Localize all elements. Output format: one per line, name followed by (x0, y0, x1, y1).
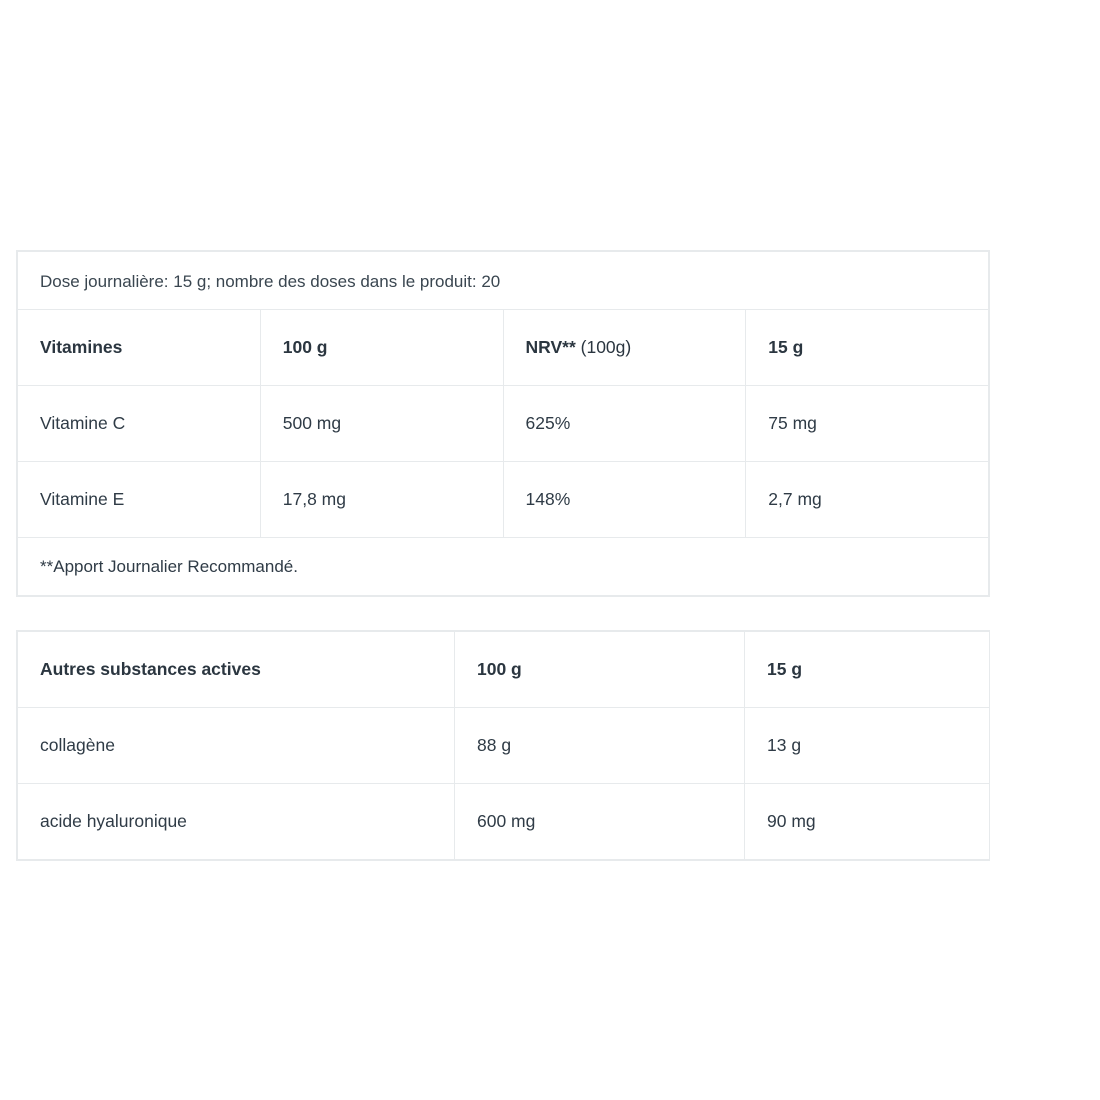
substances-header-row (18, 632, 990, 708)
nrv-sublabel: (100g) (575, 337, 632, 357)
vitamins-header-per-15g: 15 g (746, 310, 989, 386)
vitamins-header-name: Vitamines (18, 310, 261, 386)
row-per-15g: 13 g (745, 708, 990, 784)
substances-header-per-15g: 15 g (745, 632, 990, 708)
vitamins-table (17, 251, 989, 596)
vitamins-header-per-100g: 100 g (260, 310, 503, 386)
row-nrv: 148% (503, 462, 746, 538)
serving-info-text: Dose journalière: 15 g; nombre des doses dans le produit: 20 (18, 252, 989, 310)
row-per-100g: 500 mg (260, 386, 503, 462)
row-substance-name: acide hyaluronique (18, 784, 455, 860)
row-substance-name: collagène (18, 708, 455, 784)
row-nrv: 625% (503, 386, 746, 462)
row-nutrient-name: Vitamine C (18, 386, 261, 462)
substances-header-name: Autres substances actives (18, 632, 455, 708)
row-per-15g: 75 mg (746, 386, 989, 462)
table-row (18, 386, 989, 462)
vitamins-header-row (18, 310, 989, 386)
vitamins-header-nrv (503, 310, 746, 386)
row-per-15g: 90 mg (745, 784, 990, 860)
substances-table (17, 631, 990, 860)
row-per-100g: 600 mg (455, 784, 745, 860)
row-nutrient-name: Vitamine E (18, 462, 261, 538)
row-per-100g: 88 g (455, 708, 745, 784)
row-per-15g: 2,7 mg (746, 462, 989, 538)
footnote-text: **Apport Journalier Recommandé. (18, 538, 989, 596)
table-row (18, 708, 990, 784)
substances-header-per-100g: 100 g (455, 632, 745, 708)
table-row (18, 462, 989, 538)
serving-info-row (18, 252, 989, 310)
footnote-row (18, 538, 989, 596)
vitamins-nutrition-table (16, 250, 990, 597)
row-per-100g: 17,8 mg (260, 462, 503, 538)
nrv-label: NRV** (525, 337, 576, 357)
other-active-substances-table (16, 630, 990, 861)
table-row (18, 784, 990, 860)
